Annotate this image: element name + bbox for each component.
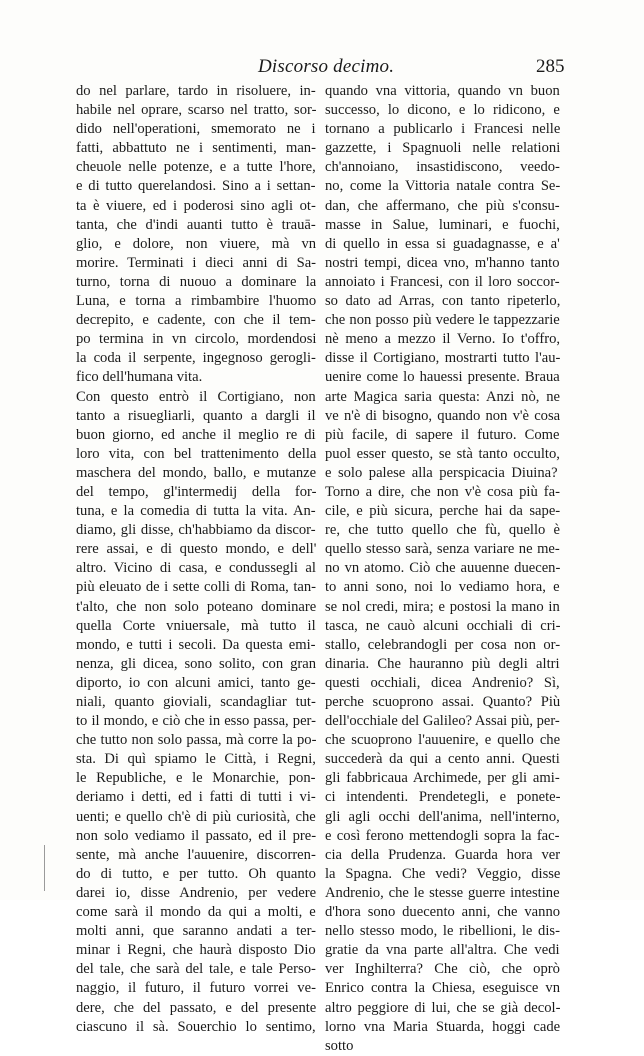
text-line: ve n'è di bisogno, quando non v'è cosa — [325, 407, 561, 424]
text-line: annoiato i Francesi, con il loro soccor- — [325, 273, 560, 290]
text-line: re, che tutto quello che fù, quello è — [325, 522, 561, 539]
text-line: buon giorno, ed anche il meglio re di — [76, 426, 316, 443]
text-line: decrepito, e cadente, con che il tem- — [76, 312, 316, 329]
text-line: masse in Salue, luminari, e fuochi, — [325, 216, 560, 233]
text-line: nenza, gli dicea, sono solito, con gran — [76, 655, 317, 672]
text-line: del tale, che sarà del tale, e tale Perso- — [76, 961, 316, 978]
text-line: Con questo entrò il Cortigiano, non — [76, 388, 316, 405]
text-line: dido nell'operationi, smemorato ne i — [76, 121, 316, 138]
text-line: habile nel oprare, scarso nel tratto, sor- — [76, 102, 317, 119]
text-line: cheuole nelle potenze, e a tutte l'hore, — [76, 159, 316, 176]
text-line: la coda il serpente, ingegnoso gerogli- — [76, 350, 316, 367]
text-line: deriamo i detti, ed i fatti di tutti i vi- — [76, 789, 316, 806]
text-line: come sarà il mondo da qui a molti, e — [76, 904, 316, 921]
right-text-column — [325, 82, 560, 1056]
text-line: Andrenio, che le stesse guerre intestine — [325, 884, 560, 901]
text-line: molti anni, que saranno andati a ter- — [76, 923, 317, 940]
text-line: rere assai, e di questo mondo, e dell' — [76, 541, 317, 558]
text-line: ver Inghilterra? Che ciò, che oprò — [325, 961, 560, 978]
text-line: ta è viuere, ed i poderosi sino agli ot- — [76, 197, 316, 214]
text-line: gazzette, i Spagnuoli nelle relationi — [325, 140, 561, 157]
text-line: maschera del mondo, ballo, e mutanze — [76, 464, 317, 481]
text-line: loro vita, con bel trattenimento della — [76, 445, 317, 462]
text-line: tasca, ne cauò alcuni occhiali di cri- — [325, 617, 561, 634]
text-line: questi occhiali, dicea Andrenio? Sì, — [325, 674, 560, 691]
text-line: to il mondo, e ciò che in esso passa, per- — [76, 713, 316, 730]
text-line: disse il Cortigiano, mostrarti tutto l'au- — [325, 350, 561, 367]
text-line: cia della Prudenza. Guarda hora ver — [325, 846, 561, 863]
text-line: dere, che del passato, e del presente — [76, 999, 317, 1016]
text-line: più facile, di sapere il futuro. Come — [325, 426, 560, 443]
text-line: dan, che affermano, che più s'consu- — [325, 197, 560, 214]
text-line: la Spagna. Che vedi? Veggio, disse — [325, 865, 561, 882]
text-line: altro peggiore di lui, che se già decol- — [325, 999, 561, 1016]
text-line: tornano a publicarlo i Francesi nelle — [325, 121, 561, 138]
text-line: gli agli occhi dell'anima, nell'interno, — [325, 808, 560, 825]
text-line: le Republiche, e le Monarchie, pon- — [76, 770, 316, 787]
text-line: nostri tempi, dicea vno, m'hanno tanto — [325, 254, 560, 271]
text-line: sta. Di quì spiamo le Città, i Regni, — [76, 751, 316, 768]
text-line: ci intendenti. Prendetegli, e ponete- — [325, 789, 561, 806]
text-line: perche scuoprono assai. Quanto? Più — [325, 694, 561, 710]
text-line: no, come la Vittoria natale contra Se- — [325, 178, 561, 195]
text-line: e solo palese alla perspicacia Diuina? — [325, 464, 558, 481]
text-line: d'hora sono duecento anni, che vanno — [325, 904, 561, 921]
text-line: minar i Regni, che haurà disposto Dio — [76, 942, 316, 959]
text-line: ch'annoiano, insastidiscono, veedo- — [325, 159, 560, 176]
text-line: tuna, e la comedia di tutta la vita. An- — [76, 503, 316, 520]
text-line: turno, torna di nuouo a dominare la — [76, 273, 317, 290]
text-line: che tutto non solo passa, mà corre la po- — [76, 732, 317, 749]
text-line: e così ferono mettendogli sopra la fac- — [325, 827, 560, 844]
text-line: che non posso più vedere le tappezzarie — [325, 312, 560, 329]
text-line: Torno a dire, che non v'è cosa più fa- — [325, 483, 560, 500]
text-line: più eleuato de i sette colli di Roma, tan- — [76, 579, 317, 596]
text-line: altro. Vicino di casa, e condussegli al — [76, 560, 316, 577]
text-line: Enrico contra la Chiesa, eseguisce vn — [325, 980, 561, 997]
text-line: del tempo, gl'intermedij della for- — [76, 483, 317, 500]
text-line: mondo, e tutti i secoli. Da questa emi- — [76, 636, 316, 653]
text-line: po termina in vn circolo, mordendosi — [76, 331, 317, 348]
text-line: glio, e dolore, non viuere, mà vn — [76, 235, 317, 252]
text-line: quella Corte vniuersale, mà tutto il — [76, 617, 316, 634]
text-line: morire. Terminati i dieci anni di Sa- — [76, 254, 317, 271]
text-line: che scuoprono l'auuenire, e quello che — [325, 732, 561, 749]
text-line: no vn atomo. Ciò che auuenne duecen- — [325, 560, 561, 577]
left-text-column — [76, 82, 316, 1037]
text-line: naggio, il futuro, il futuro vorrei ve- — [76, 980, 316, 997]
text-line: sotto — [325, 1037, 354, 1054]
text-line: nello stesso modo, le ribellioni, le dis- — [325, 923, 560, 940]
text-line: puol esser questo, se stà tanto occulto, — [325, 445, 560, 462]
text-line: tanto a risuegliarli, quanto a dargli il — [76, 407, 316, 424]
text-line: Luna, e torna a rimbambire l'huomo — [76, 293, 317, 310]
text-line: t'alto, che non solo poteano dominare — [76, 598, 317, 615]
text-line: ciascuno il sà. Souerchio lo sentimo, — [76, 1018, 316, 1035]
running-title: Discorso decimo. — [258, 56, 395, 77]
text-line: succederà da qui a cento anni. Questi — [325, 751, 560, 768]
text-line: uenire come lo hauessi presente. Braua — [325, 369, 560, 386]
text-line: dell'occhiale del Galileo? Assai più, per- — [325, 713, 560, 730]
text-line: se nol credi, mira; e postosi la mano in — [325, 598, 560, 615]
text-line: successo, lo dicono, e lo ridicono, e — [325, 102, 560, 119]
text-line: dinaria. Che hauranno più degli altri — [325, 655, 560, 672]
margin-rule — [44, 845, 45, 891]
text-line: gli fabbricaua Archimede, per gli ami- — [325, 770, 560, 787]
text-line: lorno vna Maria Stuarda, hoggi cade — [325, 1018, 561, 1035]
text-line: non solo vediamo il passato, ed il pre- — [76, 827, 317, 844]
text-line: niali, quanto gioviali, scandagliar tut- — [76, 694, 316, 710]
text-line: di quello in essa si guadagnasse, e a' — [325, 235, 560, 252]
text-line: darei io, disse Andrenio, per vedere — [76, 884, 317, 901]
page-header — [0, 56, 644, 82]
text-line: sente, mà anche l'auuenire, discorren- — [76, 846, 316, 863]
text-line: do nel parlare, tardo in risoluere, in- — [76, 83, 316, 99]
text-line: fico dell'humana vita. — [76, 369, 203, 386]
text-line: diamo, gli disse, ch'habbiamo da discor- — [76, 522, 316, 539]
text-line: tanta, che d'indi auanti tutto è trauā- — [76, 216, 316, 233]
text-line: to anni sono, noi lo vediamo hora, e — [325, 579, 560, 596]
text-line: cile, e più sicura, perche hai da sape- — [325, 503, 561, 520]
text-line: quello stesso sarà, senza variare ne me- — [325, 541, 560, 558]
text-line: stallo, celebrandogli per cosa non or- — [325, 636, 561, 653]
text-line: diporto, io con alcuni amici, tanto ge- — [76, 674, 316, 691]
text-line: arte Magica saria questa: Anzi nò, ne — [325, 388, 560, 405]
text-line: quando vna vittoria, quando vn buon — [325, 83, 560, 99]
text-line: gratie da vna parte all'altra. Che vedi — [325, 942, 560, 959]
text-line: uenti; e quello ch'è di più curiosità, che — [76, 808, 316, 825]
page-number: 285 — [536, 56, 565, 77]
text-line: nè meno a mezzo il Verno. Io t'offro, — [325, 331, 561, 348]
text-line: do di tutto, e per tutto. Oh quanto — [76, 865, 316, 882]
text-line: e di tutto querelandosi. Sino a i settan- — [76, 178, 316, 195]
text-line: fatti, abbattuto ne i sentimenti, man- — [76, 140, 316, 157]
text-line: so dato ad Arras, con tanto ripeterlo, — [325, 293, 561, 310]
